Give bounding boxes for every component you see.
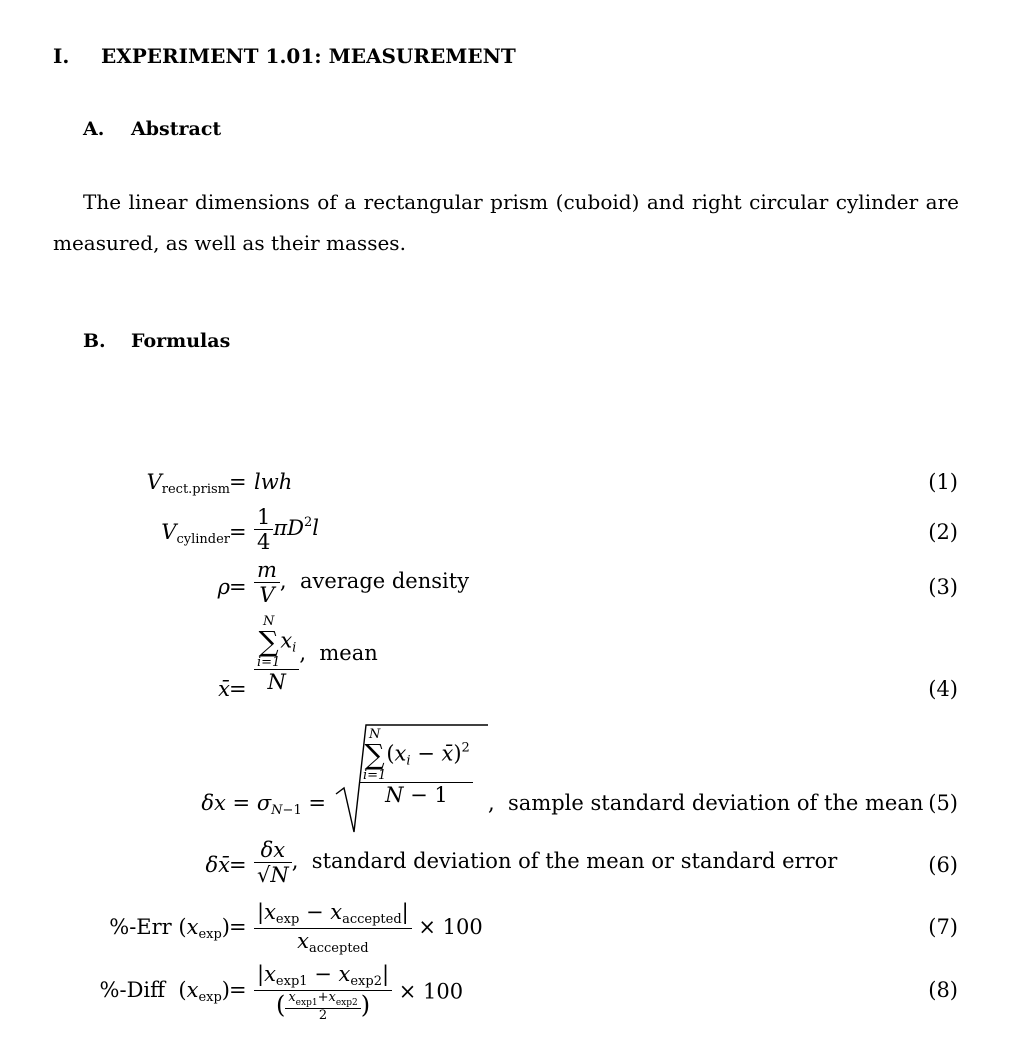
equation-4: x̄ = N ∑ i=1 $x_i$ N , mean (4) <box>218 614 958 701</box>
equation-5 <box>0 722 1016 837</box>
eq6-note: standard deviation of the mean or standard error <box>311 849 838 874</box>
eq4-note: mean <box>319 641 378 666</box>
formulas-heading <box>83 330 230 352</box>
equation-6: δx̄ = $\frac{\delta x}{√N}$ , standard deviation of the mean or standard error (6) <box>205 838 958 888</box>
eq5-lhs: $\delta x = \sigma_{N-1}$ = <box>201 791 326 818</box>
abstract-text: The linear dimensions of a rectangular prism (cuboid) and right circular cylinder are measured, as well as their masses. <box>53 190 959 255</box>
eq2-lhs: $V_{cylinder}$ <box>161 520 230 547</box>
eq5-radicand: N ∑ i=1 ($x_i$ − x̄)$^2$ N − 1 <box>360 728 473 807</box>
eq3-rhs: $\frac{m}{V}$ , average density <box>254 558 469 607</box>
equation-2: $V_{cylinder}$ = $\frac{1}{4}$ $\pi D^2l$ (2) <box>161 505 958 555</box>
eq3-lhs: ρ <box>217 575 230 599</box>
eq7-lhs: %-Err $(x_{exp})$ <box>109 915 230 942</box>
section-number: I. <box>53 44 70 68</box>
abstract-heading <box>83 118 221 140</box>
eq8-rhs: $|x_{exp1} - x_{exp2}|$ ( $\frac{x_{exp1}+x_{exp2}}{2}$ ) × 100 <box>254 962 463 1024</box>
eq6-lhs: δx̄ <box>205 853 230 877</box>
equation-1: $V_{rect.prism}$ = lwh (1) <box>146 470 958 497</box>
abstract-number: A. <box>83 118 105 140</box>
eq4-lhs: x̄ <box>218 677 230 701</box>
equation-3: ρ = $\frac{m}{V}$ , average density (3) <box>217 558 958 608</box>
equation-7: %-Err $(x_{exp})$ = $\frac{|x_{exp} - x_{accepted}|}{x_{accepted}}$ × 100 (7) <box>109 900 958 956</box>
eq3-number: (3) <box>928 575 958 599</box>
formulas-title: Formulas <box>131 330 231 352</box>
eq1-number: (1) <box>928 470 958 494</box>
eq3-note: average density <box>299 569 470 594</box>
eq8-lhs: %-Diff $(x_{exp})$ <box>99 978 230 1005</box>
eq1-lhs: $V_{rect.prism}$ <box>146 470 230 497</box>
eq6-rhs: $\frac{\delta x}{√N}$ , standard deviation of the mean or standard error <box>254 838 837 887</box>
eq8-number: (8) <box>928 978 958 1002</box>
section-heading <box>53 44 516 68</box>
section-title: EXPERIMENT 1.01: MEASUREMENT <box>101 44 516 68</box>
eq4-number: (4) <box>928 677 958 701</box>
eq5-note-wrap: , sample standard deviation of the mean <box>488 791 924 815</box>
eq7-rhs: $\frac{|x_{exp} - x_{accepted}|}{x_{accepted}}$ × 100 <box>254 900 483 957</box>
equation-8: %-Diff $(x_{exp})$ = $|x_{exp1} - x_{exp2}|$ ( $\frac{x_{exp1}+x_{exp2}}{2}$ ) × 100 (8) <box>99 962 958 1024</box>
eq5-number: (5) <box>928 791 958 815</box>
eq7-number: (7) <box>928 915 958 939</box>
eq2-rhs: $\frac{1}{4}$ $\pi D^2l$ <box>254 505 319 554</box>
eq1-rhs: lwh <box>254 470 293 494</box>
eq5-note: sample standard deviation of the mean <box>508 791 924 815</box>
eq4-rhs: N ∑ i=1 $x_i$ N , mean <box>254 615 378 694</box>
abstract-title: Abstract <box>131 118 222 140</box>
formulas-number: B. <box>83 330 106 352</box>
eq6-number: (6) <box>928 853 958 877</box>
eq2-number: (2) <box>928 520 958 544</box>
